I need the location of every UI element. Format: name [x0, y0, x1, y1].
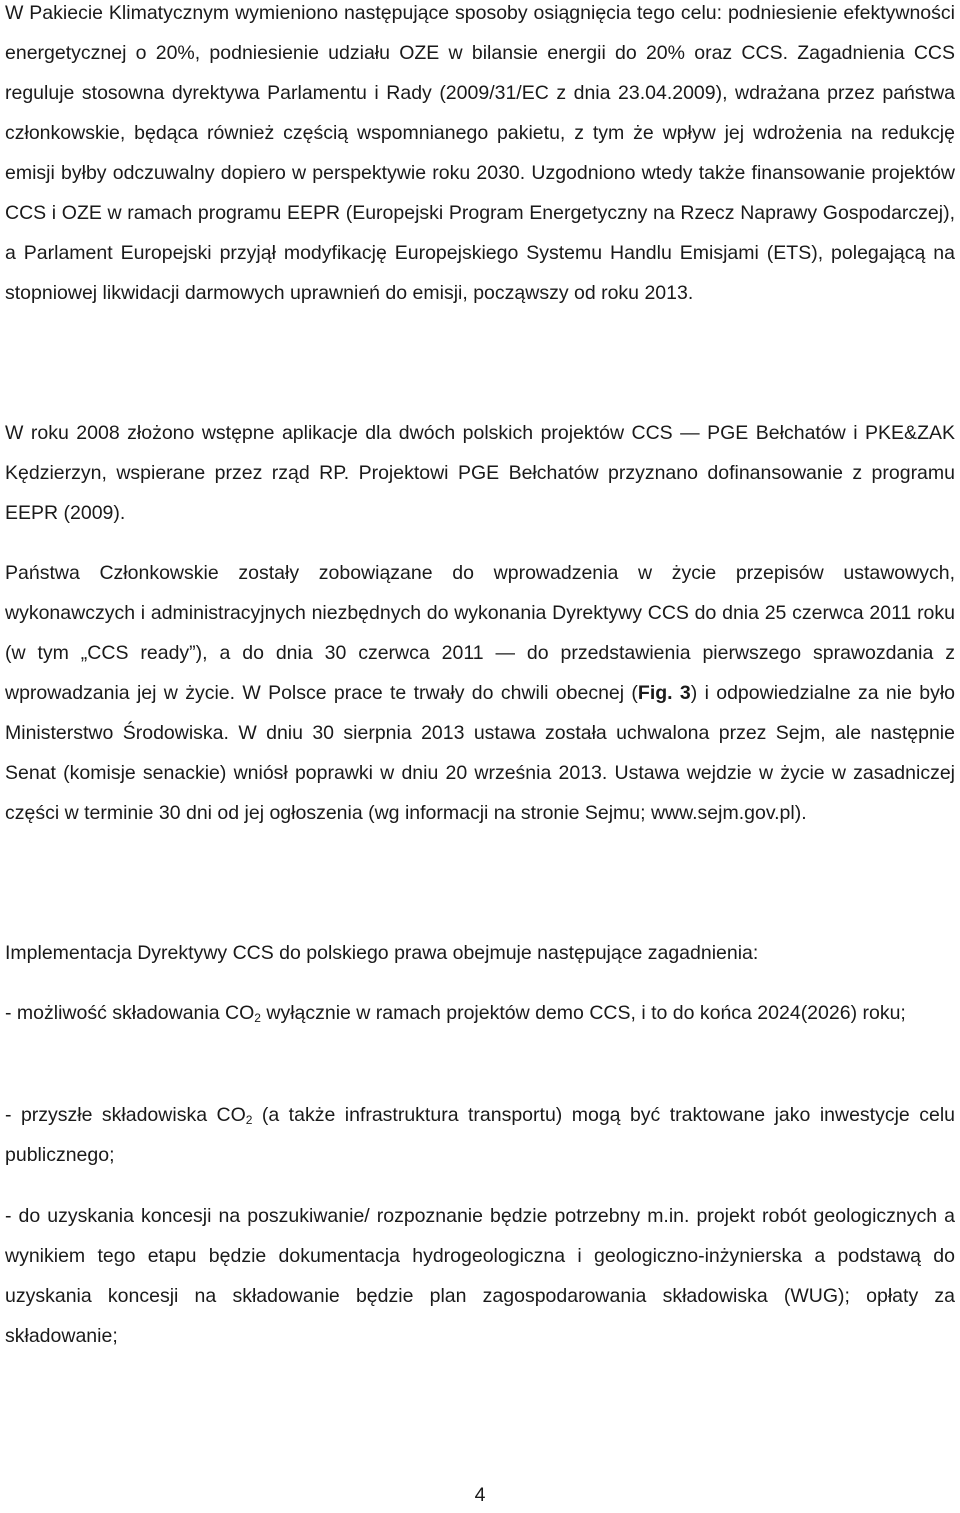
list-item-text: (a także infrastruktura transportu) mogą być traktowane jako inwestycje celu publicznego; — [5, 1104, 955, 1166]
paragraph-directive-implementation — [5, 553, 955, 833]
figure-label: Fig. — [637, 682, 673, 704]
list-item-storage — [5, 993, 955, 1033]
list-item-text: - przyszłe składowiska CO — [5, 1104, 246, 1126]
figure-number: 3 — [679, 682, 691, 704]
list-item-public-investment — [5, 1095, 955, 1175]
page-number: 4 — [474, 1484, 486, 1506]
paragraph-polish-ccs-projects: W roku 2008 złożono wstępne aplikacje dla dwóch polskich projektów CCS — PGE Bełchatów i PKE&ZAK Kędzierzyn, wspierane przez rząd RP. Projektowi PGE Bełchatów przyznano dofinansowanie z programu EEPR (2009). — [5, 422, 955, 524]
paragraph-text-before: Państwa Członkowskie zostały zobowiązane do wprowadzenia w życie przepisów ustawowych, wykonawczych i administracyjnych niezbędnych do wykonania Dyrektywy CCS do dnia 25 czerwca 2011 roku (w tym „CCS ready”), a do dnia 30 czerwca 2011 — do przedstawienia pierwszego sprawozdania z wprowadzania jej w życie. W Polsce prace te trwały do chwili obecnej ( — [5, 562, 955, 704]
subscript: 2 — [254, 1011, 261, 1025]
paragraph-text-after: ) i odpowiedzialne za nie było Ministerstwo Środowiska. W dniu 30 sierpnia 2013 ustawa została uchwalona przez Sejm, ale następnie Senat (komisje senackie) wniósł poprawki w dniu 20 września 2013. Ustawa wejdzie w życie w zasadniczej części w terminie 30 dni od jej ogłoszenia (wg informacji na stronie Sejmu; www.sejm.gov.pl). — [5, 682, 955, 824]
list-item-text: wyłącznie w ramach projektów demo CCS, i to do końca 2024(2026) roku; — [260, 1002, 906, 1024]
paragraph-implementation-intro: Implementacja Dyrektywy CCS do polskiego prawa obejmuje następujące zagadnienia: — [5, 942, 759, 964]
paragraph-climate-package: W Pakiecie Klimatycznym wymieniono następujące sposoby osiągnięcia tego celu: podniesienie efektywności energetycznej o 20%, podniesienie udziału OZE w bilansie energii do 20% oraz CCS. Zagadnienia CCS reguluje stosowna dyrektywa Parlamentu i Rady (2009/31/EC z dnia 23.04.2009), wdrażana przez państwa członkowskie, będąca również częścią wspomnianego pakietu, z tym że wpływ jej wdrożenia na redukcję emisji byłby odczuwalny dopiero w perspektywie roku 2030. Uzgodniono wtedy także finansowanie projektów CCS i OZE w ramach programu EEPR (Europejski Program Energetyczny na Rzecz Naprawy Gospodarczej), a Parlament Europejski przyjął modyfikację Europejskiego Systemu Handlu Emisjami (ETS), polegającą na stopniowej likwidacji darmowych uprawnień do emisji, począwszy od roku 2013. — [5, 2, 955, 304]
subscript: 2 — [245, 1113, 253, 1127]
list-item-concession: - do uzyskania koncesji na poszukiwanie/ rozpoznanie będzie potrzebny m.in. projekt robót geologicznych a wynikiem tego etapu będzie dokumentacja hydrogeologiczna i geologiczno-inżynierska a podstawą do uzyskania koncesji na składowanie będzie plan zagospodarowania składowiska (WUG); opłaty za składowanie; — [5, 1205, 955, 1347]
list-item-text: - możliwość składowania CO — [5, 1002, 255, 1024]
